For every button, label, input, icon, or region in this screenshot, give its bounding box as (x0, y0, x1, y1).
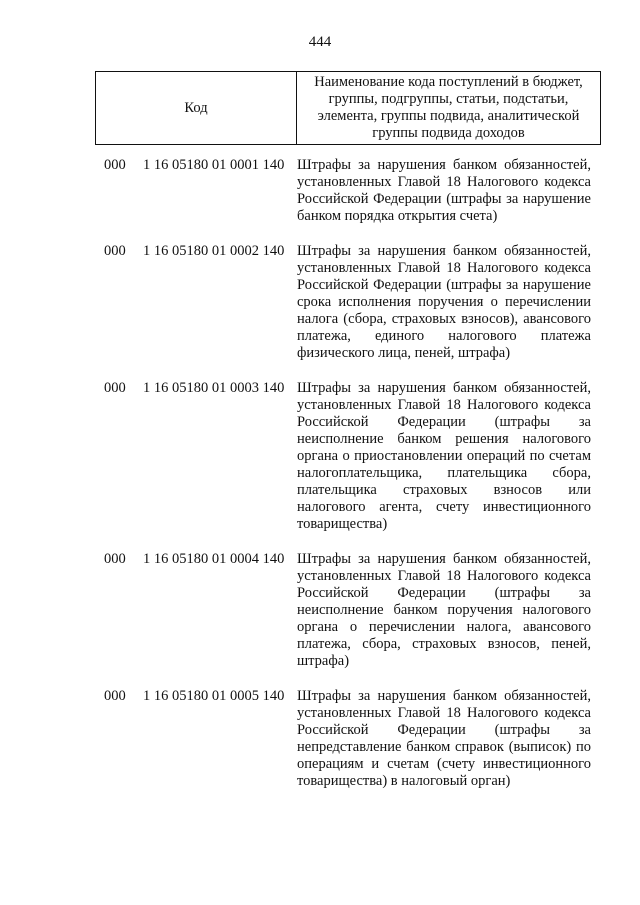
budget-code: 1 16 05180 01 0005 140 (143, 688, 285, 704)
admin-code: 000 (104, 243, 126, 259)
code-description: Штрафы за нарушения банком обязанностей, установленных Главой 18 Налогового кодекса Российской Федерации (штрафы за неисполнение банком решения налогового органа о приостановлении операций по счетам налогоплательщика, плательщика сбора, плательщика страховых взносов или налогового агента, счету инвестиционного товарищества) (297, 380, 591, 532)
code-description: Штрафы за нарушения банком обязанностей, установленных Главой 18 Налогового кодекса Российской Федерации (штрафы за непредставление банком справок (выписок) по операциям и счетам (счету инвестиционного товарищества) в налоговый орган) (297, 688, 591, 789)
admin-code: 000 (104, 157, 126, 173)
code-row (0, 688, 640, 790)
budget-code: 1 16 05180 01 0004 140 (143, 551, 285, 567)
admin-code: 000 (104, 551, 126, 567)
code-row (0, 157, 640, 225)
page-number: 444 (308, 34, 332, 50)
code-row (0, 380, 640, 533)
code-description: Штрафы за нарушения банком обязанностей, установленных Главой 18 Налогового кодекса Российской Федерации (штрафы за нарушение срока исполнения поручения о перечислении налога (сбора, страховых взносов), авансового платежа, единого налогового платежа физического лица, пеней, штрафа) (297, 243, 591, 361)
budget-code: 1 16 05180 01 0001 140 (143, 157, 285, 173)
code-row (0, 243, 640, 362)
admin-code: 000 (104, 380, 126, 396)
budget-code: 1 16 05180 01 0003 140 (143, 380, 285, 396)
code-description: Штрафы за нарушения банком обязанностей, установленных Главой 18 Налогового кодекса Российской Федерации (штрафы за нарушение банком порядка открытия счета) (297, 157, 591, 224)
header-name-label: Наименование кода поступлений в бюджет, группы, подгруппы, статьи, подстатьи, элемента, группы подвида, аналитической группы подвида доходов (297, 72, 601, 145)
header-table (95, 71, 601, 145)
admin-code: 000 (104, 688, 126, 704)
code-row (0, 551, 640, 670)
header-code-label: Код (96, 72, 297, 145)
code-description: Штрафы за нарушения банком обязанностей, установленных Главой 18 Налогового кодекса Российской Федерации (штрафы за неисполнение банком поручения налогового органа о перечислении налога, авансового платежа, сбора, страховых взносов, пеней, штрафа) (297, 551, 591, 669)
budget-code: 1 16 05180 01 0002 140 (143, 243, 285, 259)
code-list (0, 157, 640, 808)
